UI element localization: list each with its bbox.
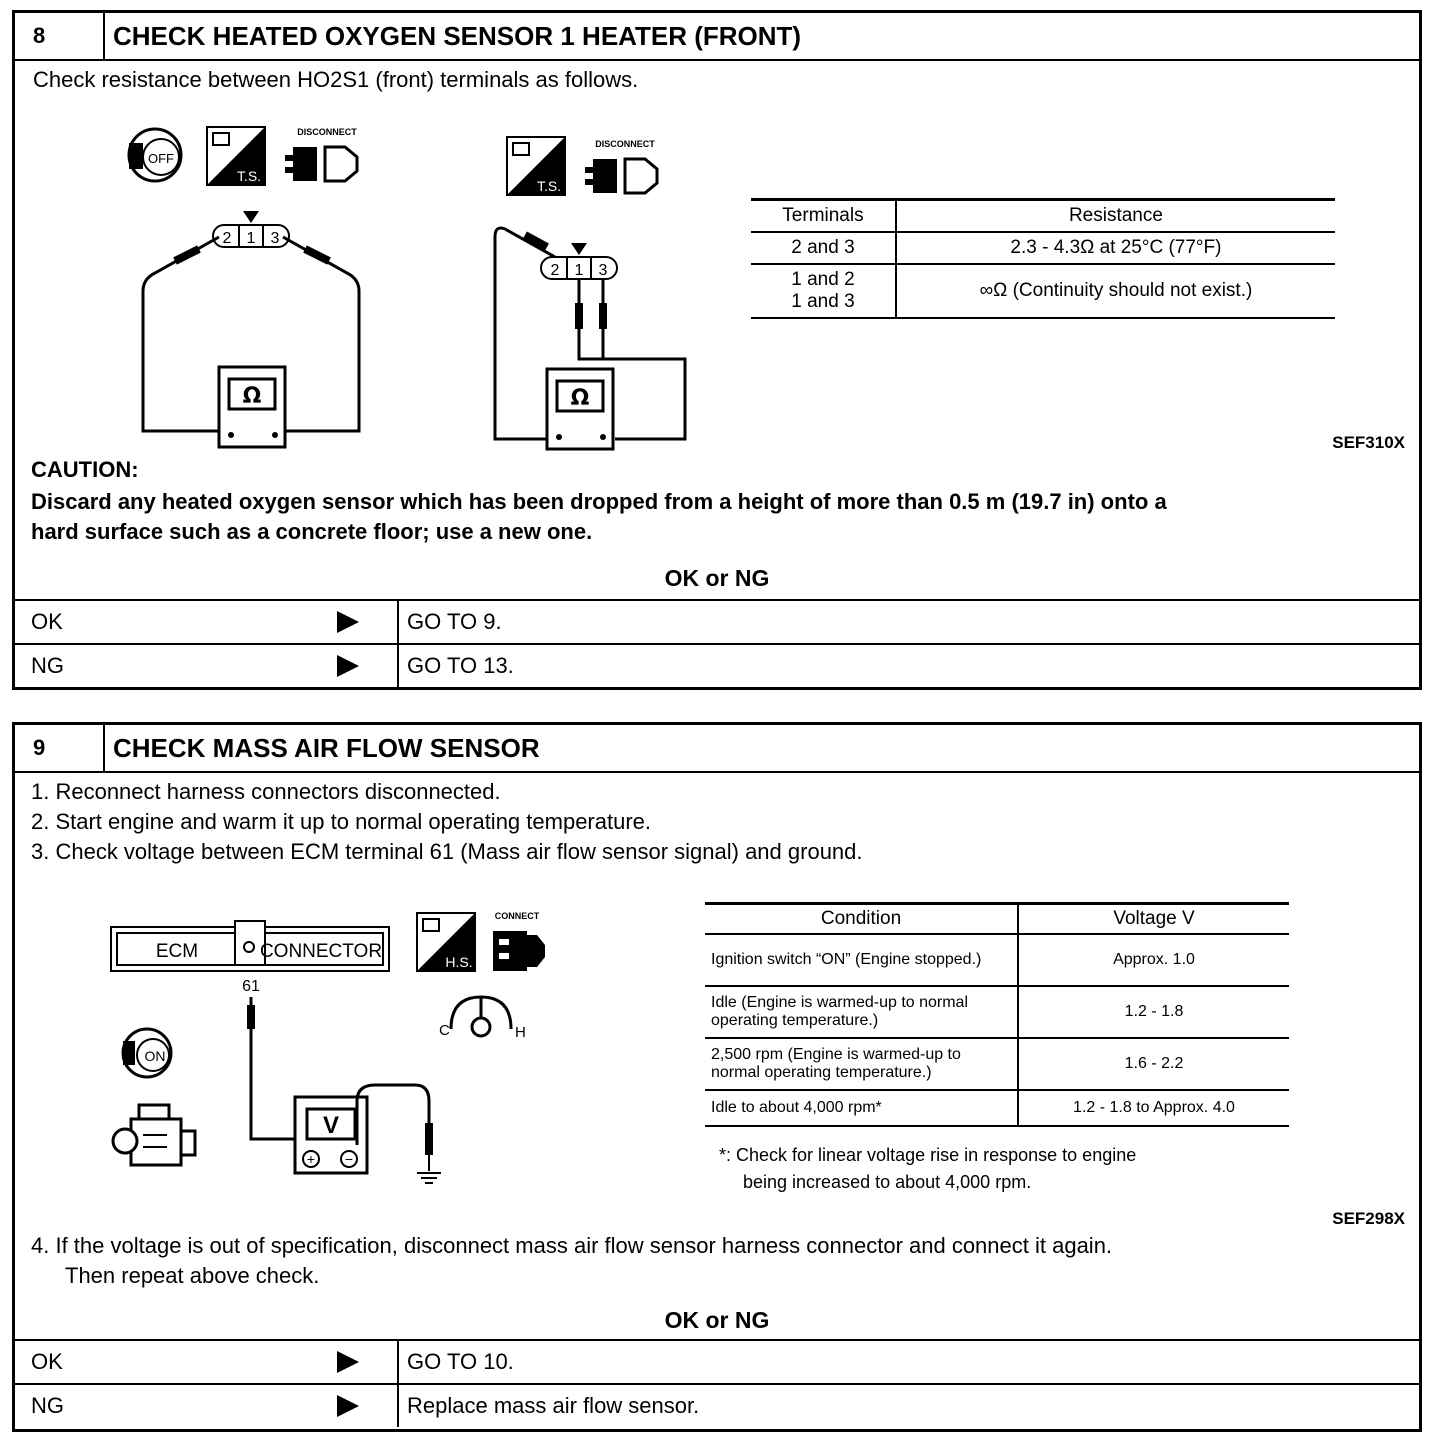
caution-text: hard surface such as a concrete floor; use a new one. [31,519,593,544]
tool-ts-icon [507,137,565,195]
result-action: GO TO 10. [407,1349,514,1374]
svg-text:3: 3 [270,230,280,247]
connect-connector-icon [493,911,545,971]
table-row [751,232,1335,264]
svg-text:ON: ON [144,1048,166,1064]
arrow-right-icon [337,655,359,677]
svg-text:DISCONNECT: DISCONNECT [297,127,357,137]
table-note: *: Check for linear voltage rise in response to engine [719,1145,1137,1165]
voltage-table [705,902,1289,1127]
figure-code: SEF298X [1332,1209,1405,1228]
ground-icon [417,1173,441,1183]
result-key: OK [31,1349,63,1374]
svg-text:OFF: OFF [148,151,174,166]
arrow-right-icon [337,1395,359,1417]
resistance-cell: ∞Ω (Continuity should not exist.) [896,264,1335,318]
terminals-cell: 2 and 3 [751,232,896,264]
instruction-step: 2. Start engine and warm it up to normal operating temperature. [31,809,652,834]
resistance-table [751,198,1335,319]
svg-text:1: 1 [574,262,584,279]
step-8-header [15,13,1419,61]
arrow-right-icon [337,611,359,633]
result-row-ok [15,1339,1419,1383]
ok-or-ng-label: OK or NG [664,1307,770,1333]
caution-text: Discard any heated oxygen sensor which has been dropped from a height of more than 0.5 m (19.7 in) onto a [31,489,1167,514]
svg-text:CONNECTOR: CONNECTOR [259,941,383,962]
table-row [705,934,1289,986]
table-row [751,264,1335,318]
result-action: Replace mass air flow sensor. [407,1393,700,1418]
step-9-box [12,722,1422,1432]
instruction-step: Then repeat above check. [65,1263,320,1288]
arrow-right-icon [337,1351,359,1373]
engine-icon [113,1105,195,1165]
condition-cell: 2,500 rpm (Engine is warmed-up to normal operating temperature.) [705,1038,1018,1090]
condition-cell: Ignition switch “ON” (Engine stopped.) [705,934,1018,986]
svg-text:1: 1 [246,230,256,247]
terminals-line: 1 and 2 [791,269,855,290]
table-note: being increased to about 4,000 rpm. [743,1172,1032,1192]
ignition-off-icon [129,129,181,181]
sensor-connector-left [143,211,359,447]
result-row-ng [15,1383,1419,1427]
instruction-step: 1. Reconnect harness connectors disconnected. [31,779,501,804]
resistance-cell: 2.3 - 4.3Ω at 25°C (77°F) [896,232,1335,264]
svg-text:ECM: ECM [155,941,199,962]
caution-title: CAUTION: [31,457,139,482]
svg-text:−: − [344,1151,354,1167]
svg-text:Ω: Ω [242,384,262,409]
terminals-cell [751,264,896,318]
disconnect-connector-icon [285,127,357,181]
instruction-step: 4. If the voltage is out of specification, disconnect mass air flow sensor harness connector and connect it again. [31,1233,1113,1258]
ho2s1-resistance-diagram [115,113,735,453]
table-header: Terminals [751,200,896,233]
result-row-ok [15,599,1419,643]
instruction-step: 3. Check voltage between ECM terminal 61 (Mass air flow sensor signal) and ground. [31,839,863,864]
svg-text:+: + [306,1151,316,1167]
svg-text:V: V [322,1112,340,1139]
svg-text:T.S.: T.S. [536,178,562,194]
table-row [705,1038,1289,1090]
step-title: CHECK HEATED OXYGEN SENSOR 1 HEATER (FRONT) [113,21,802,51]
step-title: CHECK MASS AIR FLOW SENSOR [113,733,540,763]
step-9-header [15,725,1419,773]
result-key: OK [31,609,63,634]
figure-code: SEF310X [1332,433,1405,452]
svg-text:Ω: Ω [570,386,590,411]
ecm-connector [111,921,389,995]
svg-text:2: 2 [550,262,560,279]
svg-text:T.S.: T.S. [236,168,262,184]
result-key: NG [31,1393,64,1418]
result-action: GO TO 9. [407,609,502,634]
tool-ts-icon [207,127,265,185]
svg-text:H.S.: H.S. [445,954,473,970]
step-number: 9 [15,725,105,771]
svg-text:3: 3 [598,262,608,279]
table-row [705,986,1289,1038]
svg-text:DISCONNECT: DISCONNECT [595,139,655,149]
svg-text:C: C [439,1022,450,1039]
result-key: NG [31,653,64,678]
temperature-gauge-icon [439,997,526,1041]
ok-or-ng-label: OK or NG [664,565,770,591]
ignition-on-icon [123,1029,171,1077]
instruction-text: Check resistance between HO2S1 (front) terminals as follows. [33,67,639,92]
result-row-ng [15,643,1419,687]
result-action: GO TO 13. [407,653,514,678]
svg-text:CONNECT: CONNECT [494,911,540,921]
tool-hs-icon [417,913,475,971]
table-header: Resistance [896,200,1335,233]
terminals-line: 1 and 3 [791,291,855,312]
step-number: 8 [15,13,105,59]
voltage-cell: 1.2 - 1.8 [1018,986,1289,1038]
table-row [705,1090,1289,1126]
condition-cell: Idle to about 4,000 rpm* [705,1090,1018,1126]
voltage-cell: 1.2 - 1.8 to Approx. 4.0 [1018,1090,1289,1126]
sensor-connector-right [495,228,685,449]
maf-voltage-diagram [95,905,575,1195]
svg-text:61: 61 [242,978,260,995]
svg-text:2: 2 [222,230,232,247]
voltage-cell: Approx. 1.0 [1018,934,1289,986]
table-header: Voltage V [1018,904,1289,935]
disconnect-connector-icon [585,139,657,193]
step-8-box [12,10,1422,690]
voltage-cell: 1.6 - 2.2 [1018,1038,1289,1090]
table-header: Condition [705,904,1018,935]
condition-cell: Idle (Engine is warmed-up to normal operating temperature.) [705,986,1018,1038]
svg-text:H: H [515,1024,526,1041]
